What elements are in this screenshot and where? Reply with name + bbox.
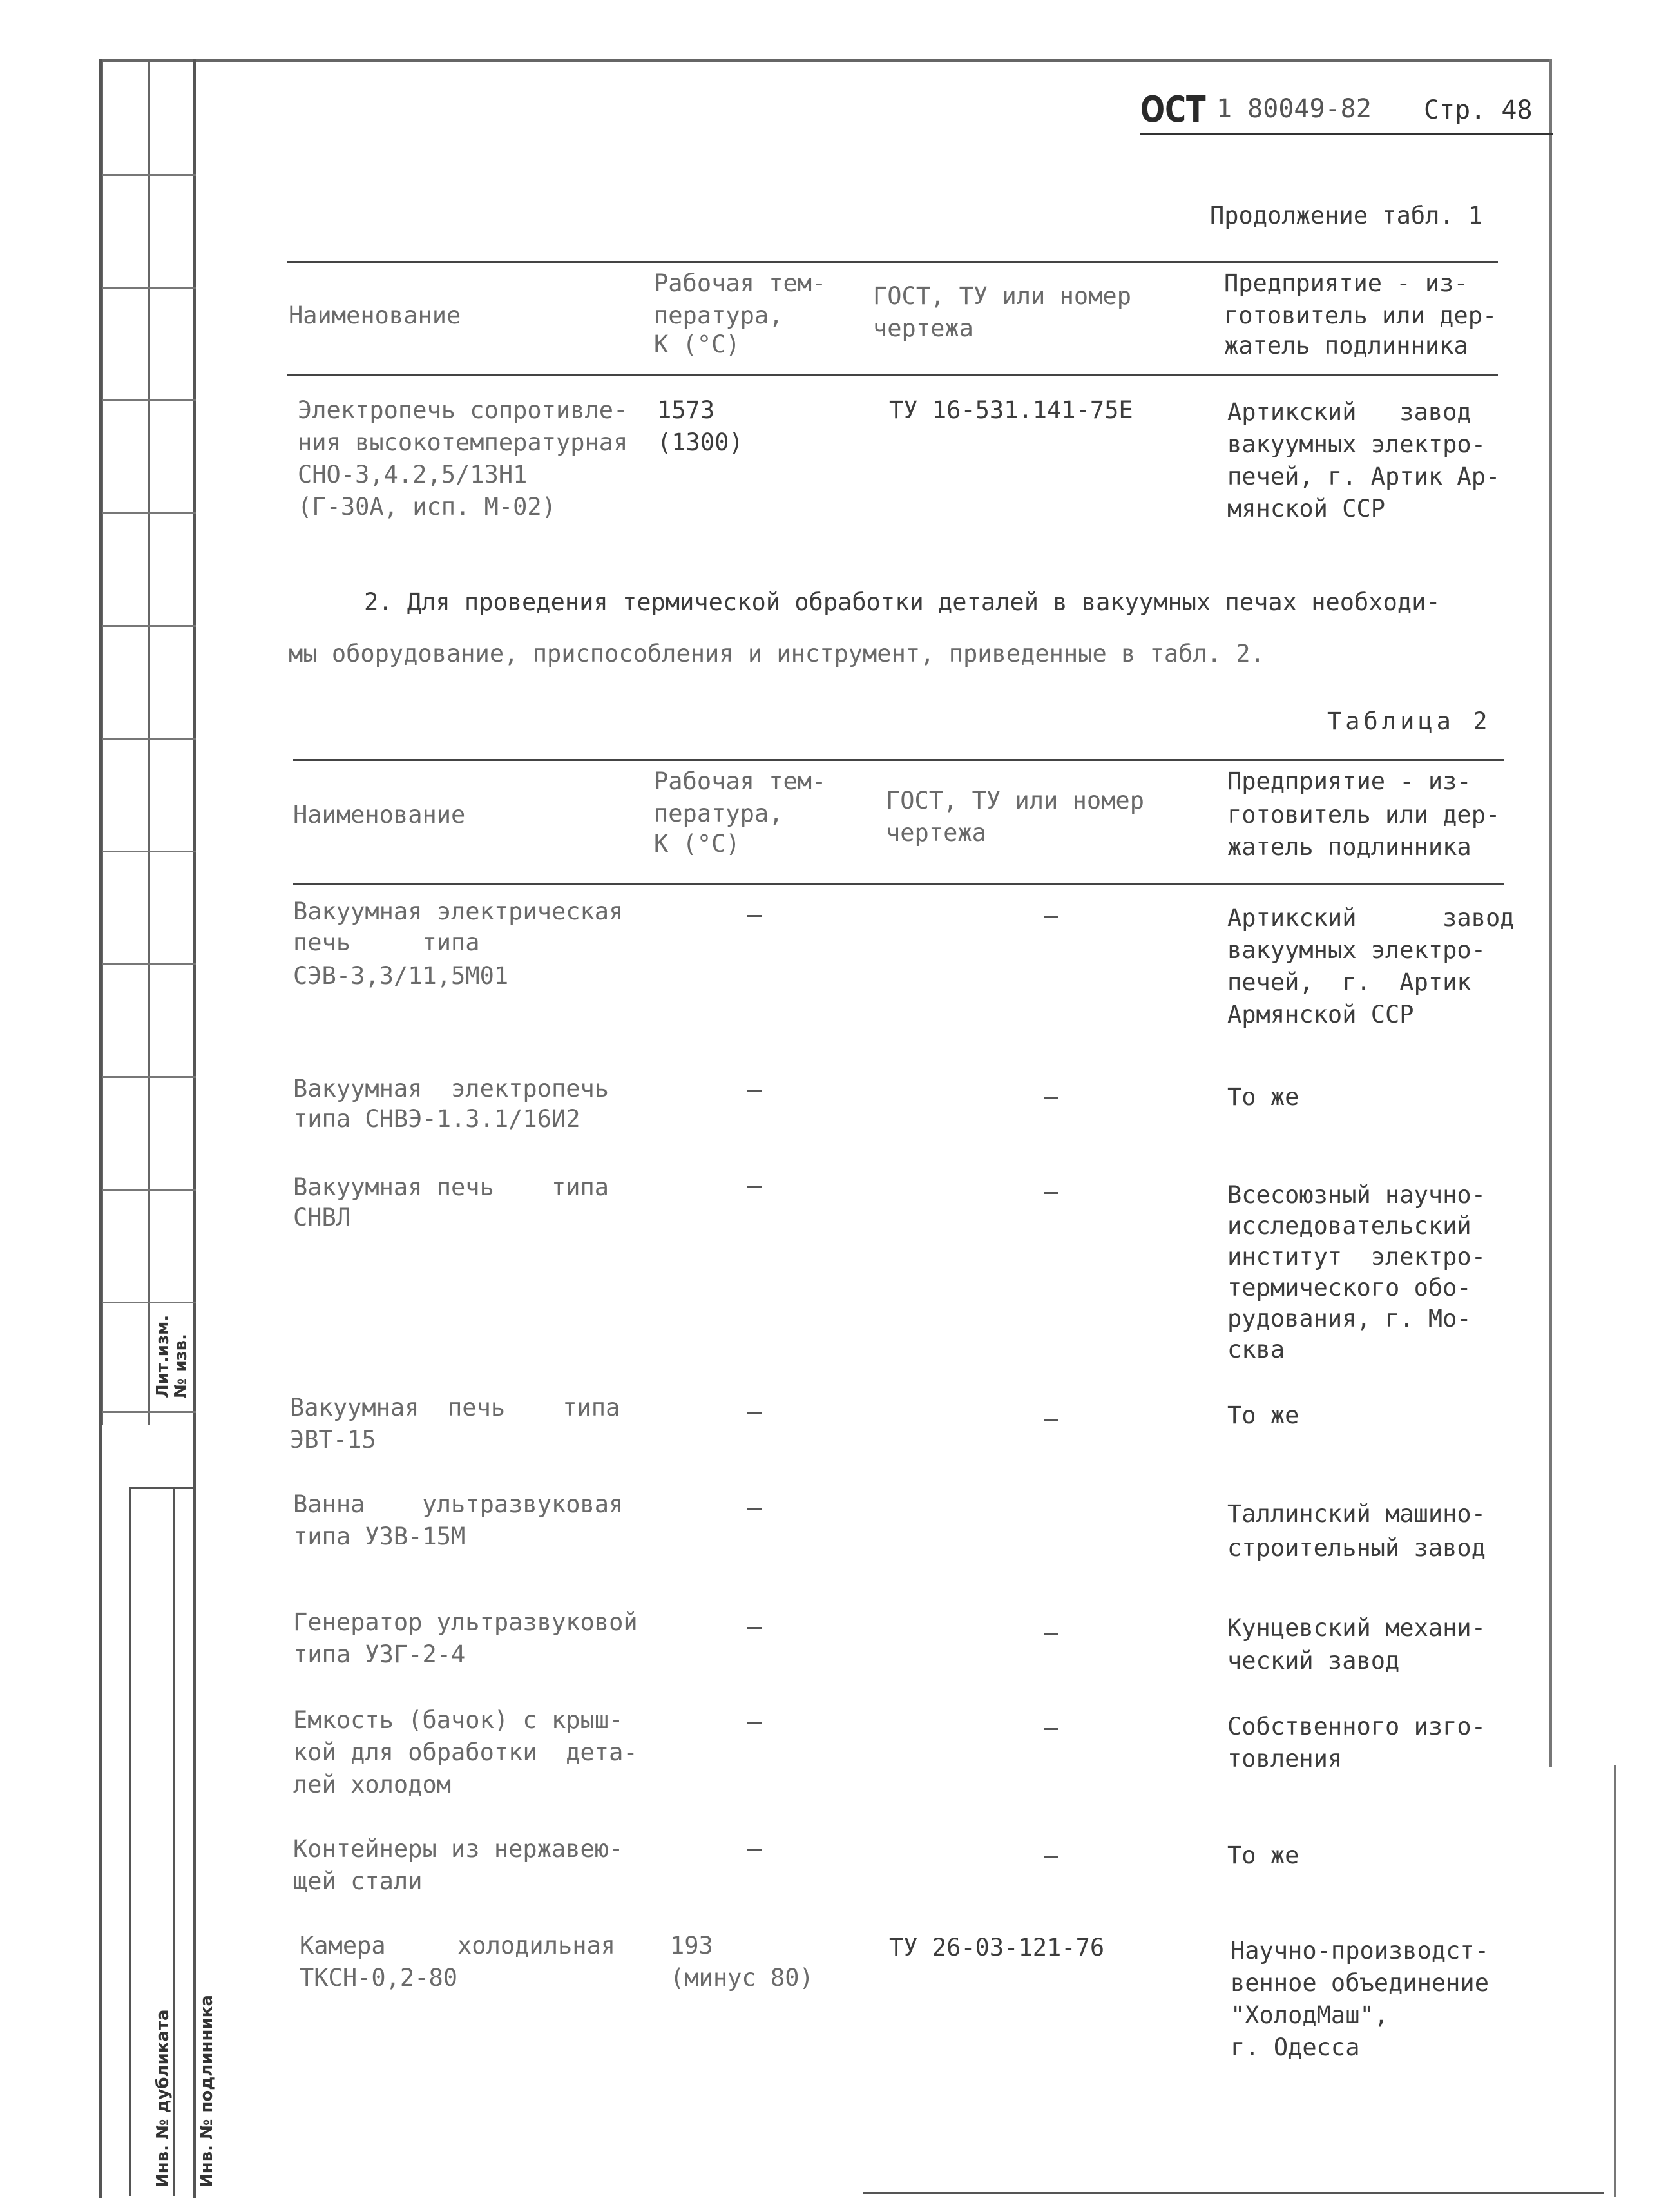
margin-row-line <box>102 1189 196 1191</box>
margin-row-line <box>102 625 196 627</box>
margin-row-line <box>102 1411 196 1413</box>
frame-top-border <box>99 59 1552 62</box>
margin-inv-podlinnika-label: Инв. № подлинника <box>197 1995 216 2188</box>
margin-column-line <box>102 59 103 1425</box>
standard-label: ОСТ <box>1140 89 1206 131</box>
margin-row-line <box>102 1076 196 1078</box>
empty-value-dash <box>747 1722 762 1724</box>
empty-value-dash <box>747 1186 762 1188</box>
empty-value-dash <box>1044 1633 1058 1635</box>
empty-value-dash <box>1044 1097 1058 1099</box>
stamp-box-line <box>129 1487 196 1489</box>
table2-header-rule <box>293 883 1504 885</box>
margin-lit-izm-label: Лит.изм. <box>153 1314 173 1398</box>
table1-header-rule <box>287 374 1498 376</box>
empty-value-dash <box>1044 1419 1058 1421</box>
frame-right-border <box>1549 59 1552 1767</box>
empty-value-dash <box>1044 1856 1058 1858</box>
margin-row-line <box>102 851 196 852</box>
margin-row-line <box>102 738 196 740</box>
margin-row-line <box>102 399 196 401</box>
standard-number: 1 80049-82 <box>1216 94 1372 124</box>
stamp-box-line <box>173 1487 175 2196</box>
paragraph-line-2: мы оборудование, приспособления и инструмент, приведенные в табл. 2. <box>289 640 1265 668</box>
table1-top-rule <box>287 261 1498 263</box>
margin-column-line <box>193 59 196 2198</box>
margin-no-izv-label: № изв. <box>171 1334 191 1398</box>
margin-row-line <box>102 174 196 176</box>
page-number: Стр. 48 <box>1424 95 1533 125</box>
empty-value-dash <box>1044 1192 1058 1194</box>
table1-header-name: Наименование <box>289 302 461 329</box>
empty-value-dash <box>747 1412 762 1414</box>
empty-value-dash <box>747 915 762 917</box>
margin-row-line <box>102 963 196 965</box>
table2-top-rule <box>293 759 1504 761</box>
empty-value-dash <box>747 1090 762 1092</box>
table1-caption: Продолжение табл. 1 <box>1210 202 1483 229</box>
margin-column-line <box>148 59 150 1425</box>
frame-right-border-lower <box>1614 1765 1616 2197</box>
empty-value-dash <box>747 1849 762 1851</box>
frame-bottom-border <box>863 2192 1604 2194</box>
empty-value-dash <box>747 1508 762 1510</box>
header-underline <box>1140 133 1553 135</box>
table2-header-name: Наименование <box>293 801 466 829</box>
margin-row-line <box>102 512 196 514</box>
page-header <box>1140 89 1553 137</box>
margin-row-line <box>102 1302 196 1303</box>
margin-inv-dublikata-label: Инв. № дубликата <box>153 2009 173 2188</box>
empty-value-dash <box>747 1627 762 1629</box>
stamp-box-line <box>129 1487 131 2196</box>
empty-value-dash <box>1044 1728 1058 1730</box>
table2-caption: Таблица 2 <box>1327 707 1491 735</box>
empty-value-dash <box>1044 916 1058 918</box>
margin-row-line <box>102 287 196 289</box>
paragraph-line-1: 2. Для проведения термической обработки деталей в вакуумных печах необходи- <box>364 588 1441 616</box>
